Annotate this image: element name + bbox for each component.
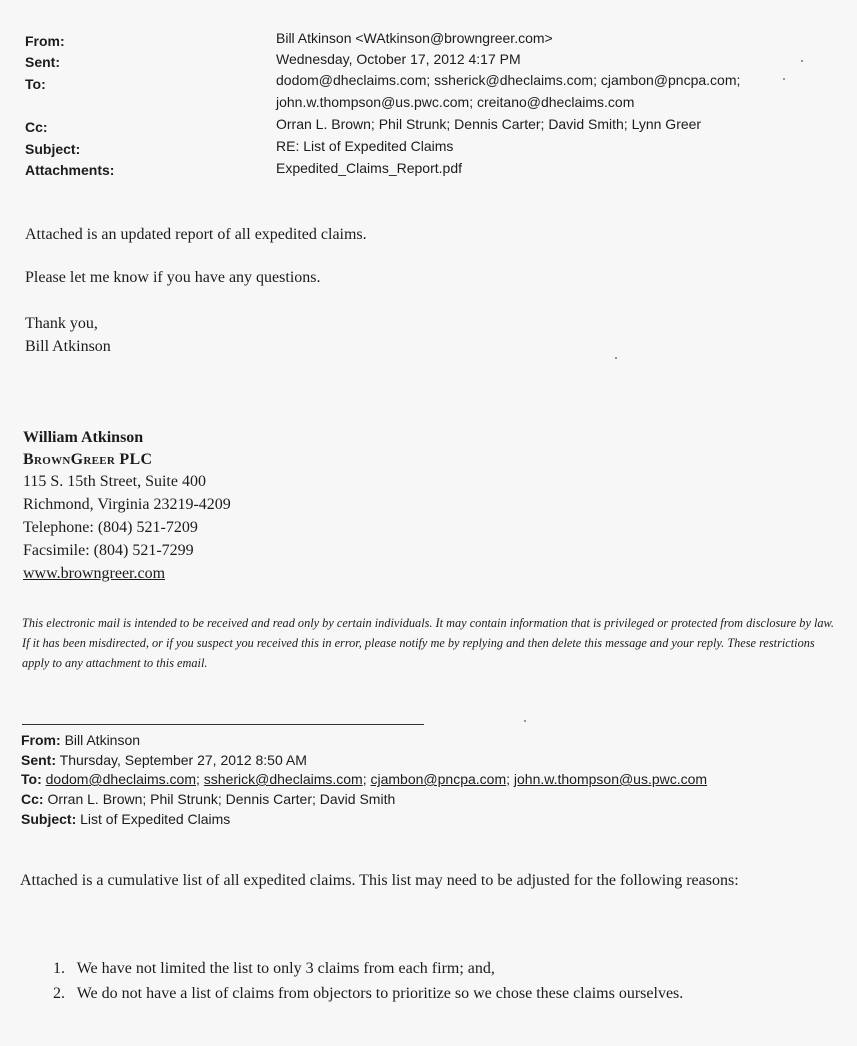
quoted-sent-value: Thursday, September 27, 2012 8:50 AM [59, 752, 307, 768]
attachment-file[interactable]: Expedited_Claims_Report.pdf [276, 160, 462, 176]
scan-speck [524, 720, 526, 722]
to-value-continued: john.w.thompson@us.pwc.com; creitano@dheclaims.com [276, 94, 635, 110]
quoted-to: To: dodom@dheclaims.com; ssherick@dheclaims.com; cjambon@pncpa.com; john.w.thompson@us.pwc.com [21, 771, 708, 787]
quoted-from-label: From: [21, 732, 61, 748]
separator-line [22, 724, 424, 725]
to-value: dodom@dheclaims.com; ssherick@dheclaims.com; cjambon@pncpa.com; [276, 72, 741, 88]
quoted-to-label: To: [21, 771, 42, 787]
recipient-link[interactable]: cjambon@pncpa.com [370, 771, 507, 787]
quoted-subject-value: List of Expedited Claims [80, 811, 231, 827]
quoted-subject-label: Subject: [21, 811, 77, 827]
quoted-cc [21, 791, 395, 807]
scan-speck [801, 60, 803, 62]
from-label: From: [25, 33, 65, 49]
list-item [53, 985, 683, 1003]
sent-value: Wednesday, October 17, 2012 4:17 PM [276, 51, 521, 67]
signature-facsimile: Facsimile: (804) 521-7299 [23, 542, 194, 559]
signature-address1: 115 S. 15th Street, Suite 400 [23, 473, 206, 490]
quoted-from-value: Bill Atkinson [64, 732, 141, 748]
recipient-link[interactable]: ssherick@dheclaims.com [203, 771, 363, 787]
cc-label: Cc: [25, 119, 48, 135]
recipient-link[interactable]: dodom@dheclaims.com [45, 771, 197, 787]
list-text: We do not have a list of claims from objectors to prioritize so we chose these claims ourselves. [76, 985, 684, 1002]
disclaimer: This electronic mail is intended to be received and read only by certain individuals. It may contain information that is privileged or protected from disclosure by law. If it has been misdirected, or if you suspect you received this in error, please notify me by replying and then delete this message and your reply. These restrictions apply to any attachment to this email. [22, 616, 834, 670]
scan-speck [615, 357, 617, 359]
quoted-subject [21, 811, 230, 827]
attachments-label: Attachments: [25, 162, 115, 178]
subject-value: RE: List of Expedited Claims [276, 138, 454, 154]
list-number: 2. [53, 985, 65, 1002]
list-number: 1. [53, 960, 65, 977]
list-text: We have not limited the list to only 3 claims from each firm; and, [76, 960, 495, 977]
quoted-sent [21, 752, 307, 768]
subject-label: Subject: [25, 141, 81, 157]
scan-speck [783, 78, 785, 80]
quoted-from [21, 732, 140, 748]
signature-name: William Atkinson [23, 429, 144, 446]
body-line-1: Attached is an updated report of all expedited claims. [25, 226, 367, 243]
list-item [53, 960, 495, 978]
recipient-link[interactable]: john.w.thompson@us.pwc.com [513, 771, 708, 787]
from-value: Bill Atkinson <WAtkinson@browngreer.com> [276, 30, 553, 46]
sent-label: Sent: [25, 54, 60, 70]
signature-telephone: Telephone: (804) 521-7209 [23, 519, 198, 536]
quoted-body: Attached is a cumulative list of all expedited claims. This list may need to be adjusted for the following reasons: [20, 872, 739, 889]
quoted-sent-label: Sent: [21, 752, 56, 768]
quoted-cc-label: Cc: [21, 791, 44, 807]
signature-address2: Richmond, Virginia 23219-4209 [23, 496, 231, 513]
signature-website-link[interactable]: www.browngreer.com [23, 565, 166, 582]
body-line-2: Please let me know if you have any questions. [25, 269, 321, 286]
closing-name: Bill Atkinson [25, 338, 111, 355]
signature-firm: BrownGreer PLC [23, 451, 153, 468]
quoted-cc-value: Orran L. Brown; Phil Strunk; Dennis Carter; David Smith [47, 791, 396, 807]
cc-value: Orran L. Brown; Phil Strunk; Dennis Carter; David Smith; Lynn Greer [276, 116, 702, 132]
closing: Thank you, [25, 315, 98, 332]
to-label: To: [25, 76, 46, 92]
